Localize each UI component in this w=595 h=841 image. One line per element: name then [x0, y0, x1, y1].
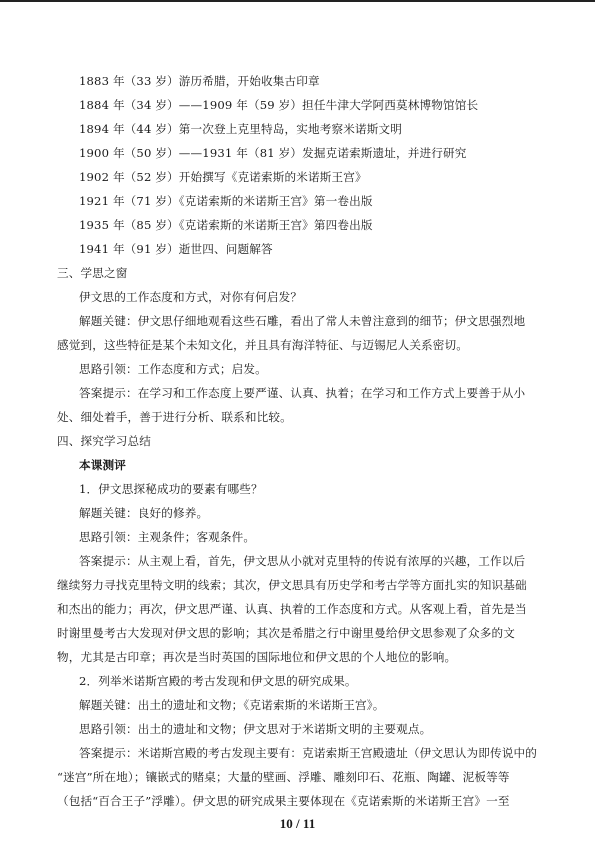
timeline-item-1902: 1902 年（52 岁）开始撰写《克诺索斯的米诺斯王宫》 — [79, 170, 367, 184]
top-rule — [0, 0, 595, 2]
q1-hint-line-3: 和杰出的能力；再次，伊文思严谨、认真、执着的工作态度和方式。从客观上看，首先是当 — [57, 602, 527, 616]
answer-key-line-1: 解题关键：伊文思仔细地观看这些石雕，看出了常人未曾注意到的细节；伊文思强烈地 — [79, 314, 526, 328]
timeline-item-1900: 1900 年（50 岁）——1931 年（81 岁）发掘克诺索斯遗址，并进行研究 — [79, 146, 467, 160]
q1-key: 解题关键：良好的修养。 — [79, 506, 209, 520]
timeline-item-1935: 1935 年（85 岁）《克诺索斯的米诺斯王宫》第四卷出版 — [79, 218, 373, 232]
thinking-guide: 思路引领：工作态度和方式；启发。 — [79, 362, 267, 376]
question-text: 伊文思的工作态度和方式，对你有何启发？ — [79, 290, 303, 304]
section-heading-xuesi: 三、学思之窗 — [57, 266, 128, 280]
answer-hint-line-1: 答案提示：在学习和工作态度上要严谨、认真、执着；在学习和工作方式上要善于从小 — [79, 386, 526, 400]
page-number: 10 / 11 — [279, 816, 316, 831]
q2-key: 解题关键：出土的遗址和文物；《克诺索斯的米诺斯王宫》。 — [79, 698, 385, 712]
q1-hint-line-1: 答案提示：从主观上看，首先，伊文思从小就对克里特的传说有浓厚的兴趣，工作以后 — [79, 554, 526, 568]
q2-text: 2．列举米诺斯宫殿的考古发现和伊文思的研究成果。 — [79, 674, 357, 688]
q2-hint-line-3: （包括“百合王子”浮雕）。伊文思的研究成果主要体现在《克诺索斯的米诺斯王宫》一至 — [57, 794, 510, 808]
answer-hint-line-2: 处、细处着手，善于进行分析、联系和比较。 — [57, 410, 292, 424]
timeline-item-1883: 1883 年（33 岁）游历希腊，开始收集古印章 — [79, 74, 320, 88]
timeline-item-1884: 1884 年（34 岁）——1909 年（59 岁）担任牛津大学阿西莫林博物馆馆长 — [79, 98, 479, 112]
timeline-item-1894: 1894 年（44 岁）第一次登上克里特岛，实地考察米诺斯文明 — [79, 122, 402, 136]
q2-hint-line-2: “迷宫”所在地）；镶嵌式的赌桌；大量的壁画、浮雕、雕刻印石、花瓶、陶罐、泥板等等 — [57, 770, 510, 784]
section-heading-summary: 四、探究学习总结 — [57, 434, 151, 448]
q2-guide: 思路引领：出土的遗址和文物；伊文思对于米诺斯文明的主要观点。 — [79, 722, 432, 736]
answer-key-line-2: 感觉到，这些特征是某个未知文化，并且具有海洋特征、与迈锡尼人关系密切。 — [57, 338, 469, 352]
timeline-item-1941: 1941 年（91 岁）逝世四、问题解答 — [79, 242, 273, 256]
q1-text: 1．伊文思探秘成功的要素有哪些？ — [79, 482, 263, 496]
subsection-heading-test: 本课测评 — [79, 458, 126, 472]
timeline-item-1921: 1921 年（71 岁）《克诺索斯的米诺斯王宫》第一卷出版 — [79, 194, 373, 208]
q1-guide: 思路引领：主观条件；客观条件。 — [79, 530, 256, 544]
q2-hint-line-1: 答案提示：米诺斯宫殿的考古发现主要有：克诺索斯王宫殿遗址（伊文思认为即传说中的 — [79, 746, 538, 760]
q1-hint-line-4: 时谢里曼考古大发现对伊文思的影响；其次是希腊之行中谢里曼给伊文思参观了众多的文 — [57, 626, 516, 640]
q1-hint-line-2: 继续努力寻找克里特文明的线索；其次，伊文思具有历史学和考古学等方面扎实的知识基础 — [57, 578, 527, 592]
q1-hint-line-5: 物，尤其是古印章；再次是当时英国的国际地位和伊文思的个人地位的影响。 — [57, 650, 457, 664]
